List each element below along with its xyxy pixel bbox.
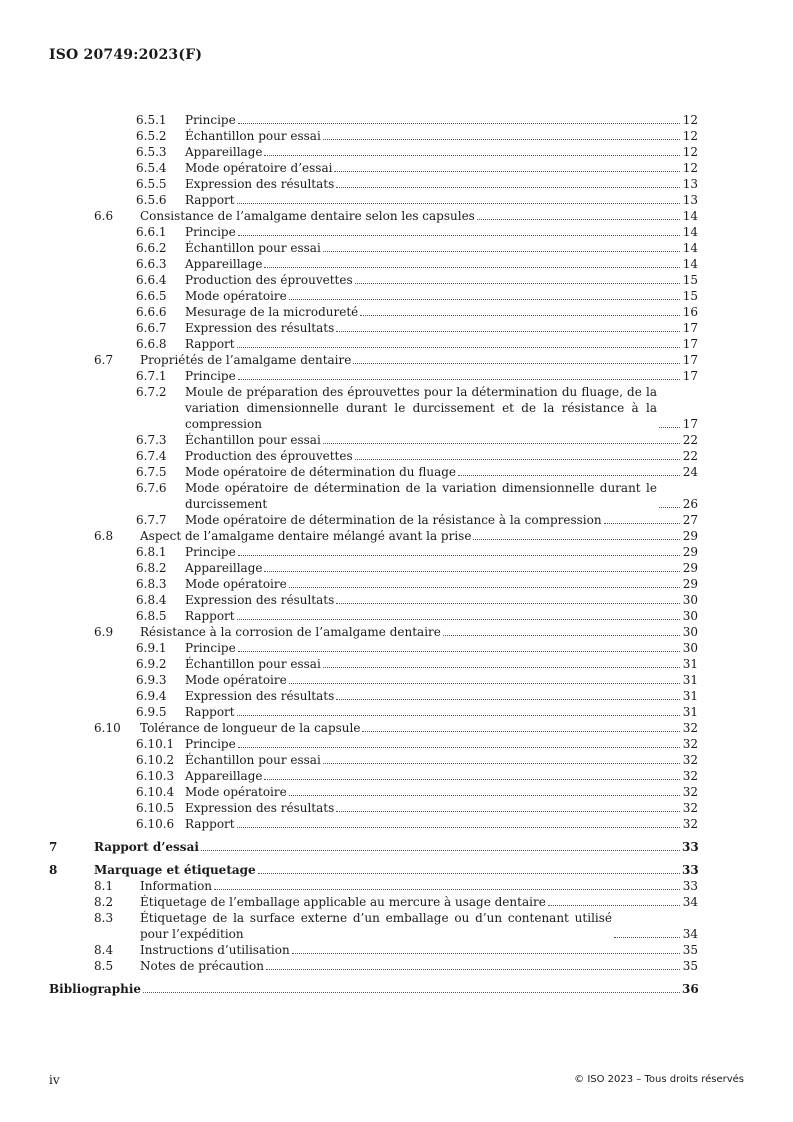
toc-entry[interactable] bbox=[49, 128, 698, 144]
toc-entry-number: 8.5 bbox=[94, 959, 114, 973]
toc-entry[interactable] bbox=[49, 144, 698, 160]
dot-leader bbox=[143, 992, 680, 993]
document-id: ISO 20749:2023(F) bbox=[49, 47, 203, 63]
toc-entry[interactable] bbox=[49, 720, 698, 736]
toc-entry[interactable] bbox=[49, 304, 698, 320]
toc-entry-title: Propriétés de l’amalgame dentaire bbox=[140, 353, 352, 367]
toc-entry-number: 6.9.2 bbox=[136, 657, 167, 671]
toc-entry-title: Production des éprouvettes bbox=[185, 273, 353, 287]
dot-leader bbox=[237, 347, 680, 348]
toc-entry[interactable] bbox=[49, 528, 698, 544]
dot-leader bbox=[237, 827, 680, 828]
toc-entry[interactable] bbox=[49, 942, 698, 958]
toc-entry-page: 33 bbox=[682, 879, 698, 893]
dot-leader bbox=[264, 779, 680, 780]
dot-leader bbox=[323, 251, 680, 252]
toc-entry-page: 17 bbox=[682, 369, 698, 383]
toc-entry-number: 6.9.1 bbox=[136, 641, 167, 655]
toc-entry-page: 29 bbox=[682, 545, 698, 559]
dot-leader bbox=[237, 715, 680, 716]
toc-entry-number: 6.7.5 bbox=[136, 465, 167, 479]
toc-entry[interactable] bbox=[49, 368, 698, 384]
dot-leader bbox=[292, 953, 680, 954]
toc-entry-page: 17 bbox=[682, 337, 698, 351]
toc-entry-page: 22 bbox=[682, 449, 698, 463]
toc-entry[interactable] bbox=[49, 981, 698, 997]
toc-entry[interactable] bbox=[49, 894, 698, 910]
toc-entry-page: 29 bbox=[682, 561, 698, 575]
toc-entry-number: 6.9.3 bbox=[136, 673, 167, 687]
toc-entry-title: Mode opératoire de détermination de la variation dimensionnelle durant le durcissement bbox=[185, 481, 657, 511]
toc-entry-number: 6.10.5 bbox=[136, 801, 175, 815]
toc-entry-page: 17 bbox=[682, 353, 698, 367]
toc-entry-title: Expression des résultats bbox=[185, 689, 335, 703]
dot-leader bbox=[201, 850, 680, 851]
toc-entry-number: 6.7.2 bbox=[136, 385, 167, 399]
toc-entry[interactable] bbox=[49, 192, 698, 208]
toc-entry[interactable] bbox=[49, 336, 698, 352]
toc-entry-title: Mode opératoire d’essai bbox=[185, 161, 333, 175]
dot-leader bbox=[336, 187, 680, 188]
toc-entry-number: 6.8.1 bbox=[136, 545, 167, 559]
dot-leader bbox=[214, 889, 680, 890]
dot-leader bbox=[548, 905, 680, 906]
toc-entry-number: 8.4 bbox=[94, 943, 114, 957]
toc-entry-title: Échantillon pour essai bbox=[185, 129, 321, 143]
dot-leader bbox=[458, 475, 680, 476]
toc-entry-page: 31 bbox=[682, 705, 698, 719]
toc-entry-page: 31 bbox=[682, 689, 698, 703]
toc-entry-title: Principe bbox=[185, 113, 236, 127]
toc-entry-page: 12 bbox=[682, 145, 698, 159]
toc-entry-title: Rapport bbox=[185, 337, 235, 351]
toc-entry[interactable] bbox=[49, 560, 698, 576]
toc-entry[interactable] bbox=[49, 272, 698, 288]
toc-entry-title: Rapport bbox=[185, 817, 235, 831]
toc-entry[interactable] bbox=[49, 160, 698, 176]
toc-entry[interactable] bbox=[49, 544, 698, 560]
toc-entry-number: 6.5.2 bbox=[136, 129, 167, 143]
toc-entry-title: Rapport d’essai bbox=[94, 840, 199, 854]
dot-leader bbox=[659, 427, 680, 428]
toc-entry-number: 6.10.6 bbox=[136, 817, 175, 831]
toc-entry-number: 6.8 bbox=[94, 529, 114, 543]
toc-entry[interactable] bbox=[49, 512, 698, 528]
toc-entry-title: Rapport bbox=[185, 193, 235, 207]
toc-entry-page: 30 bbox=[682, 641, 698, 655]
toc-entry-number: 6.8.5 bbox=[136, 609, 167, 623]
toc-entry-page: 14 bbox=[682, 257, 698, 271]
toc-entry-number: 6.10.3 bbox=[136, 769, 175, 783]
toc-entry-number: 6.5.3 bbox=[136, 145, 167, 159]
toc-entry-page: 27 bbox=[682, 513, 698, 527]
toc-entry-title: Consistance de l’amalgame dentaire selon les capsules bbox=[140, 209, 475, 223]
dot-leader bbox=[473, 539, 680, 540]
toc-entry-number: 6.5.5 bbox=[136, 177, 167, 191]
toc-entry[interactable] bbox=[49, 256, 698, 272]
toc-entry-title: Appareillage bbox=[185, 257, 263, 271]
toc-entry-page: 32 bbox=[682, 769, 698, 783]
dot-leader bbox=[238, 651, 680, 652]
toc-entry[interactable] bbox=[49, 576, 698, 592]
toc-entry[interactable] bbox=[49, 958, 698, 974]
dot-leader bbox=[336, 603, 680, 604]
dot-leader bbox=[362, 731, 680, 732]
toc-entry-title: Expression des résultats bbox=[185, 593, 335, 607]
toc-entry[interactable] bbox=[49, 752, 698, 768]
toc-entry-number: 6.6.6 bbox=[136, 305, 167, 319]
toc-entry-page: 34 bbox=[682, 927, 698, 941]
toc-entry-number: 6.7.3 bbox=[136, 433, 167, 447]
dot-leader bbox=[336, 699, 680, 700]
toc-entry-number: 6.10.2 bbox=[136, 753, 175, 767]
toc-entry-number: 6.7 bbox=[94, 353, 114, 367]
toc-entry-number: 6.6.5 bbox=[136, 289, 167, 303]
toc-entry-title: Résistance à la corrosion de l’amalgame dentaire bbox=[140, 625, 441, 639]
toc-entry-page: 14 bbox=[682, 241, 698, 255]
toc-entry-title: Principe bbox=[185, 737, 236, 751]
toc-entry-number: 6.7.7 bbox=[136, 513, 167, 527]
toc-entry-title: Mode opératoire bbox=[185, 289, 287, 303]
toc-entry-number: 6.8.4 bbox=[136, 593, 167, 607]
toc-entry[interactable] bbox=[49, 288, 698, 304]
toc-entry-number: 6.6.3 bbox=[136, 257, 167, 271]
toc-entry-page: 29 bbox=[682, 529, 698, 543]
toc-entry-title: Moule de préparation des éprouvettes pour la détermination du fluage, de la variation dimensionnelle durant le durcissement et de la résistance à la compression bbox=[185, 385, 657, 431]
toc-entry[interactable] bbox=[49, 432, 698, 448]
dot-leader bbox=[353, 363, 680, 364]
toc-entry[interactable] bbox=[49, 176, 698, 192]
toc-entry-number: 8.1 bbox=[94, 879, 114, 893]
toc-entry[interactable] bbox=[49, 910, 698, 942]
toc-entry-title: Principe bbox=[185, 545, 236, 559]
dot-leader bbox=[238, 379, 680, 380]
toc-entry-number: 6.6.8 bbox=[136, 337, 167, 351]
dot-leader bbox=[289, 587, 680, 588]
toc-entry-number: 6.10.1 bbox=[136, 737, 175, 751]
dot-leader bbox=[238, 747, 680, 748]
dot-leader bbox=[323, 667, 680, 668]
toc-entry[interactable] bbox=[49, 384, 698, 432]
table-of-contents bbox=[49, 112, 698, 997]
toc-entry-number: 6.6.2 bbox=[136, 241, 167, 255]
toc-entry-page: 16 bbox=[682, 305, 698, 319]
toc-entry-page: 30 bbox=[682, 625, 698, 639]
toc-entry-title: Appareillage bbox=[185, 769, 263, 783]
toc-entry-page: 29 bbox=[682, 577, 698, 591]
toc-entry-title: Notes de précaution bbox=[140, 959, 264, 973]
toc-entry[interactable] bbox=[49, 839, 698, 855]
toc-entry[interactable] bbox=[49, 464, 698, 480]
toc-entry-title: Tolérance de longueur de la capsule bbox=[140, 721, 361, 735]
toc-entry-number: 6.7.4 bbox=[136, 449, 167, 463]
dot-leader bbox=[323, 443, 680, 444]
toc-entry-page: 31 bbox=[682, 657, 698, 671]
toc-entry[interactable] bbox=[49, 862, 698, 878]
toc-entry-page: 13 bbox=[682, 177, 698, 191]
dot-leader bbox=[238, 123, 680, 124]
dot-leader bbox=[264, 571, 680, 572]
toc-entry-title: Mode opératoire bbox=[185, 577, 287, 591]
toc-entry-page: 32 bbox=[682, 753, 698, 767]
toc-entry-number: 7 bbox=[49, 840, 58, 854]
toc-entry-number: 6.9.5 bbox=[136, 705, 167, 719]
dot-leader bbox=[477, 219, 680, 220]
toc-entry[interactable] bbox=[49, 768, 698, 784]
toc-entry-page: 13 bbox=[682, 193, 698, 207]
dot-leader bbox=[614, 937, 680, 938]
toc-entry-page: 31 bbox=[682, 673, 698, 687]
toc-entry-title: Aspect de l’amalgame dentaire mélangé avant la prise bbox=[140, 529, 472, 543]
toc-entry-number: 6.5.6 bbox=[136, 193, 167, 207]
toc-entry-number: 6.9.4 bbox=[136, 689, 167, 703]
toc-entry-title: Mode opératoire bbox=[185, 785, 287, 799]
toc-entry-number: 6.5.4 bbox=[136, 161, 167, 175]
toc-entry-page: 32 bbox=[682, 801, 698, 815]
toc-entry-title: Principe bbox=[185, 225, 236, 239]
toc-entry[interactable] bbox=[49, 240, 698, 256]
toc-entry[interactable] bbox=[49, 224, 698, 240]
toc-entry[interactable] bbox=[49, 704, 698, 720]
toc-entry-title: Mode opératoire de détermination de la résistance à la compression bbox=[185, 513, 602, 527]
dot-leader bbox=[355, 283, 680, 284]
toc-entry-title: Expression des résultats bbox=[185, 321, 335, 335]
dot-leader bbox=[323, 763, 680, 764]
toc-entry-number: 6.6 bbox=[94, 209, 114, 223]
toc-entry-title: Échantillon pour essai bbox=[185, 241, 321, 255]
toc-entry[interactable] bbox=[49, 208, 698, 224]
dot-leader bbox=[443, 635, 680, 636]
toc-entry-page: 14 bbox=[682, 209, 698, 223]
toc-entry[interactable] bbox=[49, 352, 698, 368]
toc-entry[interactable] bbox=[49, 480, 698, 512]
toc-entry-title: Mode opératoire bbox=[185, 673, 287, 687]
toc-entry-title: Étiquetage de l’emballage applicable au mercure à usage dentaire bbox=[140, 895, 546, 909]
toc-entry-page: 35 bbox=[682, 943, 698, 957]
toc-entry[interactable] bbox=[49, 448, 698, 464]
toc-entry-title: Bibliographie bbox=[49, 982, 142, 996]
toc-entry-title: Expression des résultats bbox=[185, 801, 335, 815]
toc-entry[interactable] bbox=[49, 816, 698, 832]
toc-entry-number: 6.6.4 bbox=[136, 273, 167, 287]
toc-entry-page: 32 bbox=[682, 721, 698, 735]
dot-leader bbox=[258, 873, 680, 874]
toc-entry-page: 34 bbox=[682, 895, 698, 909]
dot-leader bbox=[266, 969, 680, 970]
dot-leader bbox=[238, 235, 680, 236]
toc-entry-page: 30 bbox=[682, 609, 698, 623]
toc-entry-page: 26 bbox=[682, 497, 698, 511]
toc-entry-page: 36 bbox=[682, 982, 699, 996]
toc-entry[interactable] bbox=[49, 878, 698, 894]
dot-leader bbox=[237, 619, 680, 620]
toc-entry-page: 12 bbox=[682, 113, 698, 127]
toc-entry[interactable] bbox=[49, 688, 698, 704]
toc-entry-page: 15 bbox=[682, 289, 698, 303]
toc-entry-number: 8.2 bbox=[94, 895, 114, 909]
toc-entry-title: Instructions d’utilisation bbox=[140, 943, 290, 957]
toc-entry-page: 32 bbox=[682, 737, 698, 751]
toc-entry-number: 6.5.1 bbox=[136, 113, 167, 127]
dot-leader bbox=[604, 523, 680, 524]
toc-entry-number: 6.10.4 bbox=[136, 785, 175, 799]
toc-entry-number: 6.10 bbox=[94, 721, 121, 735]
dot-leader bbox=[323, 139, 680, 140]
toc-entry-page: 12 bbox=[682, 129, 698, 143]
toc-entry-title: Appareillage bbox=[185, 561, 263, 575]
dot-leader bbox=[289, 683, 680, 684]
page-number: iv bbox=[49, 1073, 60, 1087]
toc-entry-number: 6.8.3 bbox=[136, 577, 167, 591]
toc-entry[interactable] bbox=[49, 640, 698, 656]
toc-entry-page: 12 bbox=[682, 161, 698, 175]
toc-entry-title: Principe bbox=[185, 641, 236, 655]
copyright-notice: © ISO 2023 – Tous droits réservés bbox=[574, 1074, 744, 1085]
toc-entry-page: 32 bbox=[682, 785, 698, 799]
toc-entry-page: 32 bbox=[682, 817, 698, 831]
toc-entry-page: 17 bbox=[682, 417, 698, 431]
toc-entry-page: 14 bbox=[682, 225, 698, 239]
toc-entry-page: 22 bbox=[682, 433, 698, 447]
dot-leader bbox=[336, 331, 680, 332]
toc-entry[interactable] bbox=[49, 736, 698, 752]
toc-entry-title: Rapport bbox=[185, 609, 235, 623]
dot-leader bbox=[237, 203, 680, 204]
dot-leader bbox=[264, 155, 680, 156]
toc-entry[interactable] bbox=[49, 672, 698, 688]
toc-entry-title: Information bbox=[140, 879, 213, 893]
toc-entry-title: Échantillon pour essai bbox=[185, 657, 321, 671]
toc-entry-page: 17 bbox=[682, 321, 698, 335]
toc-entry-number: 6.8.2 bbox=[136, 561, 167, 575]
toc-entry-title: Production des éprouvettes bbox=[185, 449, 353, 463]
dot-leader bbox=[355, 459, 680, 460]
toc-entry[interactable] bbox=[49, 624, 698, 640]
toc-entry-page: 15 bbox=[682, 273, 698, 287]
dot-leader bbox=[334, 171, 680, 172]
toc-entry-number: 6.6.1 bbox=[136, 225, 167, 239]
toc-entry-title: Principe bbox=[185, 369, 236, 383]
toc-entry-title: Appareillage bbox=[185, 145, 263, 159]
toc-entry-number: 6.7.6 bbox=[136, 481, 167, 495]
dot-leader bbox=[336, 811, 680, 812]
toc-entry[interactable] bbox=[49, 800, 698, 816]
toc-entry-page: 35 bbox=[682, 959, 698, 973]
toc-entry-page: 24 bbox=[682, 465, 698, 479]
toc-entry-title: Étiquetage de la surface externe d’un emballage ou d’un contenant utilisé pour l’expédition bbox=[140, 911, 612, 941]
toc-entry-title: Mesurage de la microdureté bbox=[185, 305, 359, 319]
dot-leader bbox=[659, 507, 680, 508]
toc-entry-title: Rapport bbox=[185, 705, 235, 719]
toc-entry-number: 6.6.7 bbox=[136, 321, 167, 335]
toc-entry[interactable] bbox=[49, 112, 698, 128]
toc-entry-page: 33 bbox=[682, 840, 699, 854]
toc-entry-title: Marquage et étiquetage bbox=[94, 863, 256, 877]
toc-entry-title: Mode opératoire de détermination du fluage bbox=[185, 465, 457, 479]
dot-leader bbox=[238, 555, 680, 556]
toc-entry-title: Expression des résultats bbox=[185, 177, 335, 191]
toc-entry[interactable] bbox=[49, 784, 698, 800]
dot-leader bbox=[264, 267, 680, 268]
dot-leader bbox=[360, 315, 680, 316]
toc-entry-title: Échantillon pour essai bbox=[185, 753, 321, 767]
toc-entry-page: 30 bbox=[682, 593, 698, 607]
toc-entry[interactable] bbox=[49, 320, 698, 336]
toc-entry[interactable] bbox=[49, 608, 698, 624]
toc-entry-number: 8.3 bbox=[94, 911, 114, 925]
dot-leader bbox=[289, 795, 680, 796]
toc-entry[interactable] bbox=[49, 656, 698, 672]
toc-entry-number: 6.9 bbox=[94, 625, 114, 639]
toc-entry-title: Échantillon pour essai bbox=[185, 433, 321, 447]
toc-entry-number: 8 bbox=[49, 863, 58, 877]
toc-entry-page: 33 bbox=[682, 863, 699, 877]
dot-leader bbox=[289, 299, 680, 300]
toc-entry-number: 6.7.1 bbox=[136, 369, 167, 383]
toc-entry[interactable] bbox=[49, 592, 698, 608]
